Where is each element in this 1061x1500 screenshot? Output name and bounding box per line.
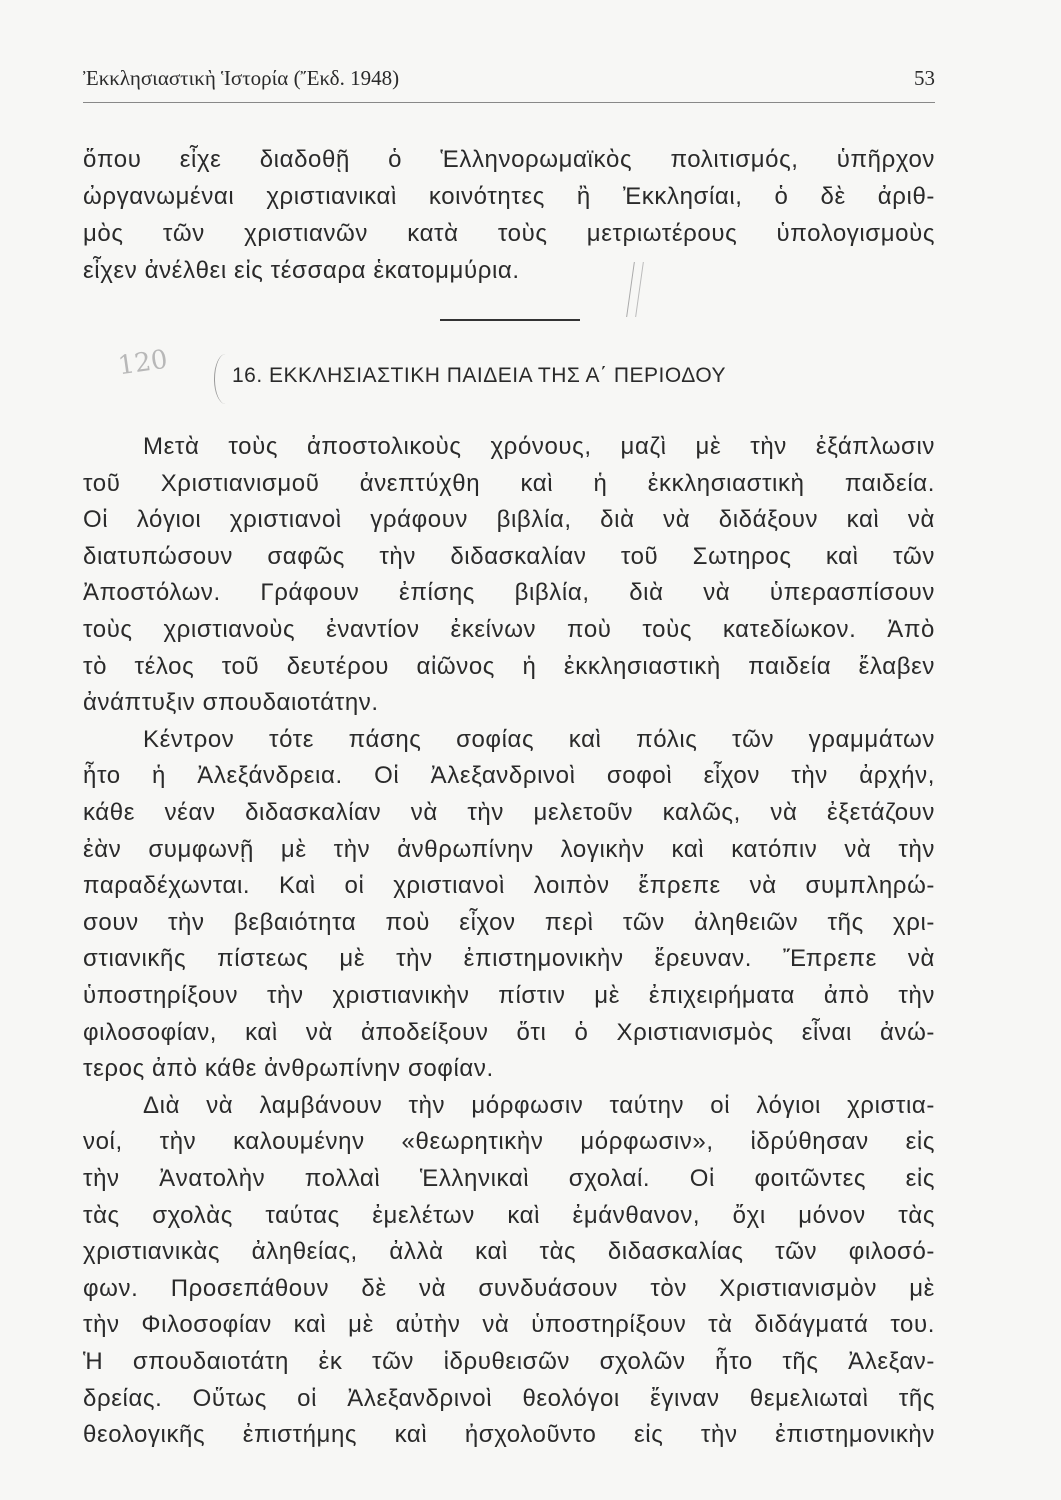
text-line: εἶχεν ἀνέλθει εἰς τέσσαρα ἑκατομμύρια. [83,257,520,284]
text-line: Ἡ σπουδαιοτάτη ἐκ τῶν ἱδρυθεισῶν σχολῶν ἦτο τῆς Ἀλεξαν- [83,1348,935,1375]
text-line: τὴν Ἀνατολὴν πολλαὶ Ἑλληνικαὶ σχολαί. Οἱ φοιτῶντες εἰς [83,1165,935,1192]
text-line: ὠργανωμέναι χριστιανικαὶ κοινότητες ἢ Ἐκκλησίαι, ὁ δὲ ἀριθ- [83,183,935,210]
text-line: δρείας. Οὕτως οἱ Ἀλεξανδρινοὶ θεολόγοι ἔγιναν θεμελιωταὶ τῆς [83,1385,935,1412]
book-title: Ἐκκλησιαστικὴ Ἱστορία (Ἔκδ. 1948) [83,66,400,90]
text-line: ὅπου εἶχε διαδοθῇ ὁ Ἑλληνορωμαϊκὸς πολιτισμός, ὑπῆρχον [83,146,935,173]
text-line: διατυπώσουν σαφῶς τὴν διδασκαλίαν τοῦ Σωτηρος καὶ τῶν [83,543,935,570]
text-line: τοὺς χριστιανοὺς ἐναντίον ἐκείνων ποὺ τοὺς κατεδίωκον. Ἀπὸ [83,616,935,643]
text-line: Διὰ νὰ λαμβάνουν τὴν μόρφωσιν ταύτην οἱ λόγιοι χριστια- [143,1092,935,1119]
text-line: Μετὰ τοὺς ἀποστολικοὺς χρόνους, μαζὶ μὲ τὴν ἐξάπλωσιν [143,433,935,460]
text-line: τερος ἀπὸ κάθε ἀνθρωπίνην σοφίαν. [83,1055,494,1082]
text-line: μὸς τῶν χριστιανῶν κατὰ τοὺς μετριωτέρους ὑπολογισμοὺς [83,220,935,247]
text-line: στιανικῆς πίστεως μὲ τὴν ἐπιστημονικὴν ἔρευναν. Ἔπρεπε νὰ [83,945,935,972]
text-line: παραδέχωνται. Καὶ οἱ χριστιανοὶ λοιπὸν ἔπρεπε νὰ συμπληρώ- [83,872,935,899]
text-line: φων. Προσεπάθουν δὲ νὰ συνδυάσουν τὸν Χριστιανισμὸν μὲ [83,1275,935,1302]
text-line: κάθε νέαν διδασκαλίαν νὰ τὴν μελετοῦν καλῶς, νὰ ἐξετάζουν [83,799,935,826]
page-number: 53 [914,66,935,90]
text-line: τὸ τέλος τοῦ δευτέρου αἰῶνος ἡ ἐκκλησιαστικὴ παιδεία ἔλαβεν [83,653,935,680]
text-line: τοῦ Χριστιανισμοῦ ἀνεπτύχθη καὶ ἡ ἐκκλησιαστικὴ παιδεία. [83,470,935,497]
text-line: Οἱ λόγιοι χριστιανοὶ γράφουν βιβλία, διὰ νὰ διδάξουν καὶ νὰ [83,506,935,533]
header-rule [83,102,935,103]
text-line: χριστιανικὰς ἀληθείας, ἀλλὰ καὶ τὰς διδασκαλίας τῶν φιλοσό- [83,1238,935,1265]
text-line: θεολογικῆς ἐπιστήμης καὶ ἠσχολοῦντο εἰς τὴν ἐπιστημονικὴν [83,1421,935,1448]
text-line: φιλοσοφίαν, καὶ νὰ ἀποδείξουν ὅτι ὁ Χριστιανισμὸς εἶναι ἀνώ- [83,1019,935,1046]
running-header [83,66,935,96]
text-line: ἀνάπτυξιν σπουδαιοτάτην. [83,689,379,716]
text-line: νοί, τὴν καλουμένην «θεωρητικὴν μόρφωσιν», ἱδρύθησαν εἰς [83,1128,935,1155]
text-line: Ἀποστόλων. Γράφουν ἐπίσης βιβλία, διὰ νὰ ὑπερασπίσουν [83,579,935,606]
text-line: τὰς σχολὰς ταύτας ἐμελέτων καὶ ἐμάνθανον, ὄχι μόνον τὰς [83,1202,935,1229]
text-line: ἐὰν συμφωνῇ μὲ τὴν ἀνθρωπίνην λογικὴν καὶ κατόπιν νὰ τὴν [83,836,935,863]
section-separator [440,319,580,321]
text-line: ἦτο ἡ Ἀλεξάνδρεια. Οἱ Ἀλεξανδρινοὶ σοφοὶ εἶχον τὴν ἀρχήν, [83,762,935,789]
section-heading: 16. ΕΚΚΛΗΣΙΑΣΤΙΚΗ ΠΑΙΔΕΙΑ ΤΗΣ Α΄ ΠΕΡΙΟΔΟΥ [232,364,727,387]
text-line: τὴν Φιλοσοφίαν καὶ μὲ αὐτὴν νὰ ὑποστηρίξουν τὰ διδάγματά του. [83,1311,935,1338]
text-line: σουν τὴν βεβαιότητα ποὺ εἶχον περὶ τῶν ἀληθειῶν τῆς χρι- [83,909,935,936]
text-line: Κέντρον τότε πάσης σοφίας καὶ πόλις τῶν γραμμάτων [143,726,935,753]
handwritten-margin-note: 120 [116,344,170,382]
text-line: ὑποστηρίξουν τὴν χριστιανικὴν πίστιν μὲ ἐπιχειρήματα ἀπὸ τὴν [83,982,935,1009]
